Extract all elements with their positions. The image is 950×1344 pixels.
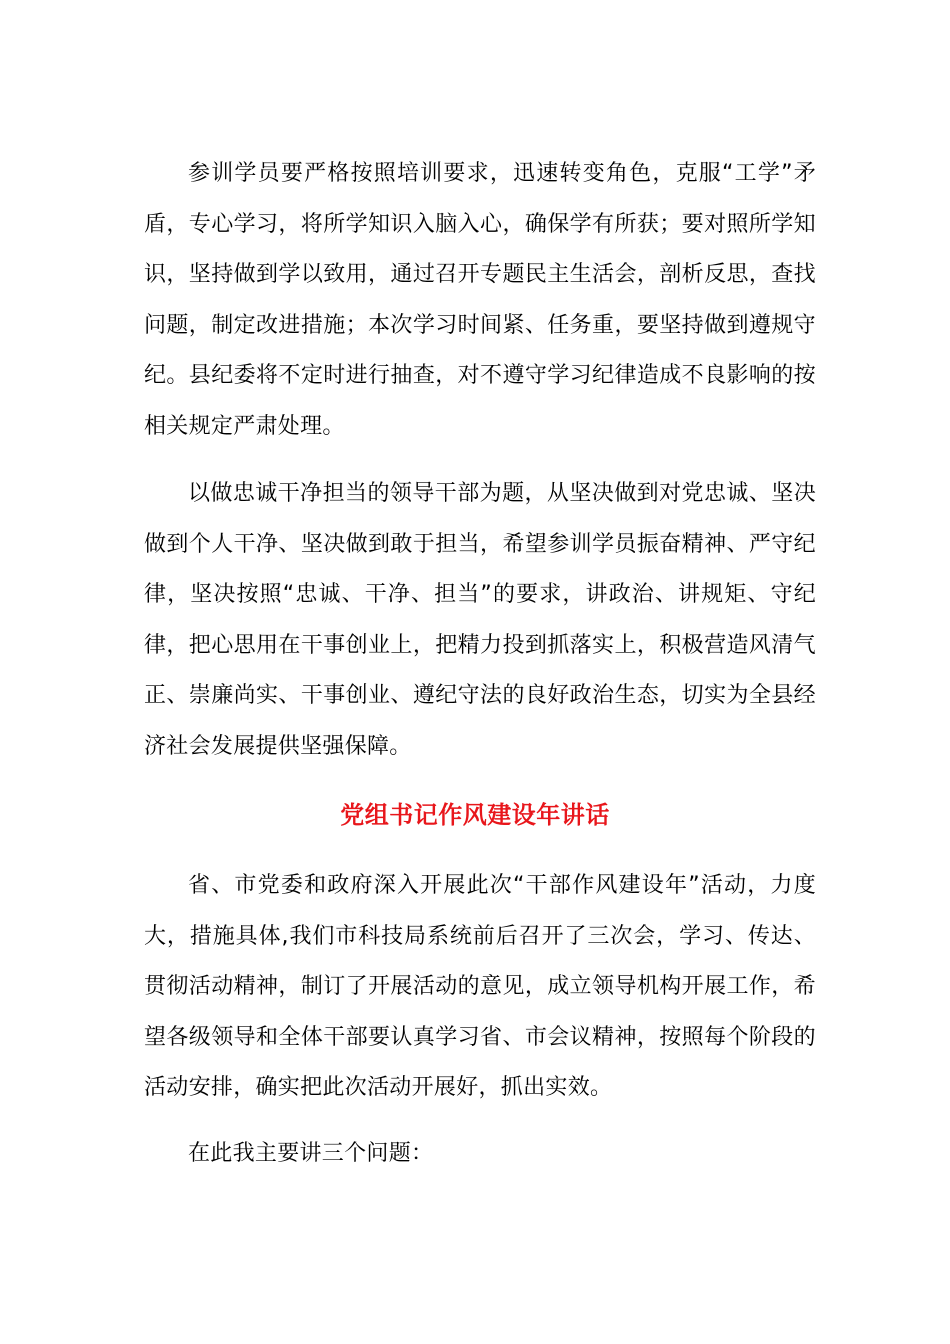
body-paragraph: 在此我主要讲三个问题： <box>188 1141 434 1166</box>
section-title: 党组书记作风建设年讲话 <box>340 801 610 829</box>
body-paragraph: 参训学员要严格按照培训要求，迅速转变角色，克服“工学”矛盾，专心学习，将所学知识入脑入心，确保学有所获；要对照所学知识，坚持做到学以致用，通过召开专题民主生活会，剖析反思，查找问题，制定改进措施；本次学习时间紧、任务重，要坚持做到遵规守纪。县纪委将不定时进行抽查，对不遵守学习纪律造成不良影响的按相关规定严肃处理。 <box>144 161 816 439</box>
body-paragraph: 省、市党委和政府深入开展此次“干部作风建设年”活动，力度大，措施具体,我们市科技局系统前后召开了三次会，学习、传达、贯彻活动精神，制订了开展活动的意见，成立领导机构开展工作，希望各级领导和全体干部要认真学习省、市会议精神，按照每个阶段的活动安排，确实把此次活动开展好，抓出实效。 <box>144 873 816 1100</box>
body-paragraph: 以做忠诚干净担当的领导干部为题，从坚决做到对党忠诚、坚决做到个人干净、坚决做到敢于担当，希望参训学员振奋精神、严守纪律，坚决按照“忠诚、干净、担当”的要求，讲政治、讲规矩、守纪律，把心思用在干事创业上，把精力投到抓落实上，积极营造风清气正、崇廉尚实、干事创业、遵纪守法的良好政治生态，切实为全县经济社会发展提供坚强保障。 <box>144 481 816 759</box>
